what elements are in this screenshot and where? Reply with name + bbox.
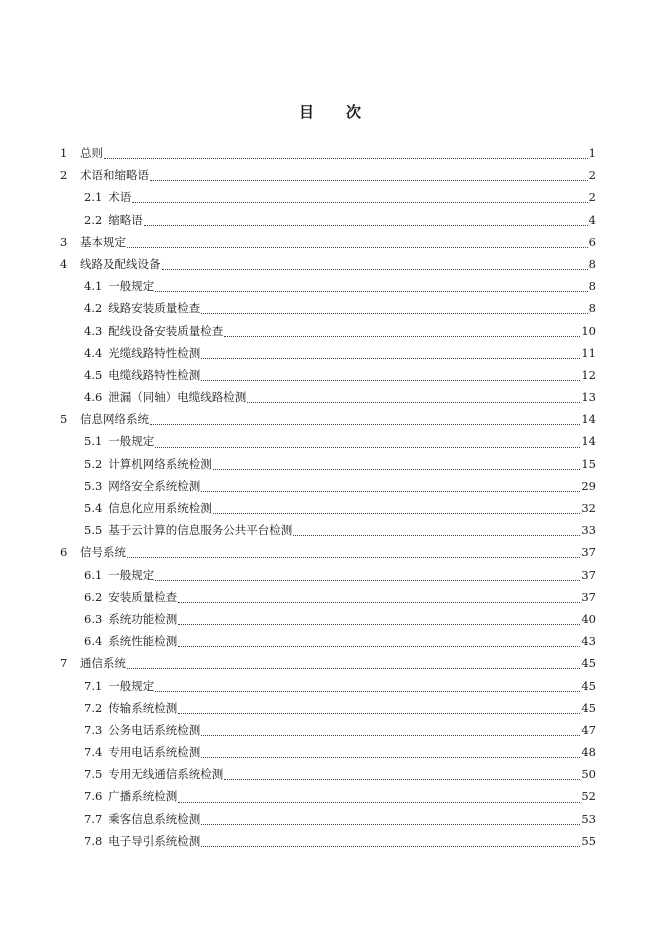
toc-entry-page-number: 15: [581, 456, 596, 471]
toc-entry-body: [84, 209, 596, 231]
toc-subentry[interactable]: [0, 186, 662, 208]
toc-entry-page-number: 12: [581, 367, 596, 382]
dot-leader: [155, 682, 580, 692]
toc-entry-number: 5: [60, 412, 68, 427]
toc-subentry[interactable]: [0, 497, 662, 519]
toc-entry-number: 6.2: [84, 589, 103, 604]
dot-leader: [132, 193, 587, 203]
toc-entry-title: 乘客信息系统检测: [108, 811, 201, 826]
toc-entry-body: [84, 186, 596, 208]
toc-entry-title: 线路及配线设备: [80, 256, 161, 271]
dot-leader: [104, 149, 588, 159]
toc-entry-body: [84, 275, 596, 297]
dot-leader: [127, 548, 580, 558]
toc-subentry[interactable]: [0, 475, 662, 497]
toc-entry-body: [84, 675, 596, 697]
toc-entry-body: [84, 763, 596, 785]
toc-entry-body: [80, 231, 596, 253]
toc-entry-number: 3: [60, 234, 68, 249]
toc-entry-number: 5.3: [84, 478, 103, 493]
toc-entry-title: 信息网络系统: [80, 412, 149, 427]
toc-entry-title: 计算机网络系统检测: [108, 456, 212, 471]
toc-entry-number: 2.1: [84, 190, 103, 205]
toc-entry-page-number: 8: [588, 279, 596, 294]
toc-entry-number: 6.1: [84, 567, 103, 582]
toc-entry-number: 7: [60, 656, 68, 671]
dot-leader: [224, 770, 580, 780]
page-title: [0, 101, 662, 122]
dot-leader: [127, 659, 580, 669]
toc-entry-body: [84, 364, 596, 386]
toc-entry-page-number: 2: [588, 168, 596, 183]
toc-entry-page-number: 55: [581, 833, 596, 848]
dot-leader: [201, 482, 580, 492]
toc-entry-body: [84, 808, 596, 830]
toc-entry-body: [84, 785, 596, 807]
toc-entry-page-number: 32: [581, 501, 596, 515]
toc-entry-title: 术语和缩略语: [80, 168, 149, 183]
toc-entry-page-number: 1: [588, 146, 596, 160]
toc-entry-number: 7.1: [84, 678, 103, 693]
toc-entry-number: 4.5: [84, 367, 103, 382]
toc-subentry[interactable]: [0, 297, 662, 319]
toc-entry-title: 网络安全系统检测: [108, 478, 201, 493]
toc-entry[interactable]: [0, 231, 662, 253]
toc-entry-title: 安装质量检查: [108, 589, 178, 604]
toc-subentry[interactable]: [0, 320, 662, 342]
dot-leader: [155, 282, 587, 292]
toc-entry-page-number: 14: [581, 412, 596, 427]
toc-entry-body: [84, 386, 596, 408]
toc-entry-page-number: 8: [588, 256, 596, 271]
toc-entry-body: [84, 830, 596, 852]
dot-leader: [155, 571, 580, 581]
toc-entry[interactable]: [0, 253, 662, 275]
toc-entry-body: [84, 320, 596, 342]
dot-leader: [162, 260, 588, 270]
dot-leader: [144, 216, 588, 226]
toc-subentry[interactable]: [0, 785, 662, 807]
toc-entry-number: 4.4: [84, 345, 103, 360]
toc-entry-number: 2: [60, 168, 68, 183]
toc-entry-page-number: 33: [581, 523, 596, 538]
dot-leader: [127, 238, 588, 248]
toc-entry-number: 5.1: [84, 434, 103, 449]
toc-entry-title: 一般规定: [108, 567, 155, 582]
toc-entry-title: 基本规定: [80, 234, 126, 249]
toc-subentry[interactable]: [0, 719, 662, 741]
toc-entry-title: 一般规定: [108, 678, 155, 693]
toc-entry-number: 7.4: [84, 745, 103, 760]
toc-subentry[interactable]: [0, 386, 662, 408]
toc-entry-number: 5.4: [84, 501, 103, 515]
toc-entry-body: [84, 497, 596, 519]
toc-entry-number: 6: [60, 545, 68, 560]
dot-leader: [150, 171, 588, 181]
toc-entry-body: [84, 608, 596, 630]
toc-subentry[interactable]: [0, 275, 662, 297]
toc-entry-page-number: 11: [581, 345, 596, 360]
toc-subentry[interactable]: [0, 630, 662, 652]
toc-entry-body: [84, 586, 596, 608]
dot-leader: [213, 504, 581, 514]
toc-entry-body: [84, 342, 596, 364]
toc-entry-number: 1: [60, 146, 68, 160]
toc-entry-body: [84, 453, 596, 475]
dot-leader: [201, 815, 580, 825]
toc-entry-title: 一般规定: [108, 434, 155, 449]
dot-leader: [201, 304, 587, 314]
toc-entry[interactable]: [0, 164, 662, 186]
dot-leader: [201, 726, 580, 736]
toc-subentry[interactable]: [0, 586, 662, 608]
toc-entry-title: 基于云计算的信息服务公共平台检测: [108, 523, 293, 538]
toc-entry-number: 7.8: [84, 833, 103, 848]
toc-entry-page-number: 37: [581, 567, 596, 582]
page-title-right: 次: [346, 103, 364, 121]
toc-entry-page-number: 2: [588, 190, 596, 205]
toc-entry-page-number: 37: [581, 589, 596, 604]
toc-entry-number: 7.2: [84, 700, 103, 715]
dot-leader: [247, 393, 580, 403]
toc-entry[interactable]: [0, 408, 662, 430]
toc-entry-body: [84, 697, 596, 719]
dot-leader: [178, 704, 580, 714]
toc-entry-page-number: 40: [581, 611, 596, 626]
toc-entry-title: 一般规定: [108, 279, 155, 294]
toc-entry-number: 7.7: [84, 811, 103, 826]
dot-leader: [201, 837, 580, 847]
toc-entry-page-number: 53: [581, 811, 596, 826]
dot-leader: [293, 526, 580, 536]
toc-entry-body: [80, 541, 596, 563]
toc-subentry[interactable]: [0, 741, 662, 763]
toc-entry-title: 广播系统检测: [108, 789, 178, 804]
toc-entry-body: [84, 430, 596, 452]
toc-entry-page-number: 47: [581, 722, 596, 737]
toc-entry-title: 系统功能检测: [108, 611, 178, 626]
toc-entry[interactable]: [0, 652, 662, 674]
toc-entry-title: 信号系统: [80, 545, 126, 560]
toc-entry-page-number: 4: [588, 212, 596, 227]
toc-subentry[interactable]: [0, 364, 662, 386]
dot-leader: [155, 438, 580, 448]
toc-subentry[interactable]: [0, 675, 662, 697]
toc-entry-title: 传输系统检测: [108, 700, 178, 715]
toc-entry-body: [84, 475, 596, 497]
toc-entry-page-number: 8: [588, 301, 596, 316]
toc-entry-title: 配线设备安装质量检查: [108, 323, 224, 338]
toc-entry-page-number: 52: [581, 789, 596, 804]
toc-entry-title: 总则: [80, 146, 103, 160]
toc-entry-body: [84, 519, 596, 541]
toc-entry-page-number: 6: [588, 234, 596, 249]
toc-entry-title: 线路安装质量检查: [108, 301, 201, 316]
toc-entry-title: 信息化应用系统检测: [108, 501, 212, 515]
dot-leader: [178, 615, 580, 625]
toc-subentry[interactable]: [0, 453, 662, 475]
toc-subentry[interactable]: [0, 830, 662, 852]
dot-leader: [213, 460, 581, 470]
dot-leader: [224, 327, 580, 337]
toc-entry-body: [84, 719, 596, 741]
toc-subentry[interactable]: [0, 342, 662, 364]
toc-subentry[interactable]: [0, 763, 662, 785]
toc-entry-number: 4.1: [84, 279, 103, 294]
toc-entry-body: [84, 564, 596, 586]
toc-entry-body: [80, 652, 596, 674]
toc-entry-title: 泄漏（同轴）电缆线路检测: [108, 390, 247, 405]
toc-entry-title: 公务电话系统检测: [108, 722, 201, 737]
toc-entry-number: 5.5: [84, 523, 103, 538]
toc-entry-body: [80, 408, 596, 430]
toc-entry-page-number: 37: [581, 545, 596, 560]
toc-entry-title: 光缆线路特性检测: [108, 345, 201, 360]
toc-entry-body: [84, 630, 596, 652]
toc-entry-page-number: 13: [581, 390, 596, 405]
toc-entry-title: 术语: [108, 190, 132, 205]
toc-entry-title: 专用电话系统检测: [108, 745, 201, 760]
toc-subentry[interactable]: [0, 430, 662, 452]
dot-leader: [201, 349, 580, 359]
toc-entry[interactable]: [0, 541, 662, 563]
toc-entry-body: [80, 164, 596, 186]
dot-leader: [178, 637, 580, 647]
toc-subentry[interactable]: [0, 808, 662, 830]
toc-entry-page-number: 43: [581, 634, 596, 649]
toc-entry-title: 电子导引系统检测: [108, 833, 201, 848]
toc-entry-number: 4.3: [84, 323, 103, 338]
toc-entry-page-number: 50: [581, 767, 596, 782]
toc-entry-page-number: 45: [581, 700, 596, 715]
toc-entry-title: 电缆线路特性检测: [108, 367, 201, 382]
toc-entry-page-number: 14: [581, 434, 596, 449]
toc-entry-body: [84, 297, 596, 319]
toc-entry-body: [84, 741, 596, 763]
toc-entry-page-number: 48: [581, 745, 596, 760]
toc-entry-number: 4.2: [84, 301, 103, 316]
toc-entry-page-number: 10: [581, 323, 596, 338]
toc-entry-title: 系统性能检测: [108, 634, 178, 649]
toc-entry-number: 7.5: [84, 767, 103, 782]
page-title-left: 目: [298, 103, 316, 121]
dot-leader: [150, 415, 580, 425]
toc-entry-number: 4.6: [84, 390, 103, 405]
toc-subentry[interactable]: [0, 608, 662, 630]
toc-entry-number: 7.6: [84, 789, 103, 804]
toc-entry-title: 缩略语: [108, 212, 143, 227]
toc-entry-number: 5.2: [84, 456, 103, 471]
toc-subentry[interactable]: [0, 697, 662, 719]
toc-entry-number: 4: [60, 256, 68, 271]
toc-entry-page-number: 29: [581, 478, 596, 493]
toc-entry-page-number: 45: [581, 656, 596, 671]
dot-leader: [201, 371, 580, 381]
toc-entry-body: [80, 253, 596, 275]
toc-entry-number: 7.3: [84, 722, 103, 737]
toc-entry-page-number: 45: [581, 678, 596, 693]
toc-entry-number: 6.4: [84, 634, 103, 649]
dot-leader: [178, 793, 580, 803]
toc-entry-number: 2.2: [84, 212, 103, 227]
toc-list: [0, 142, 662, 852]
toc-entry-title: 专用无线通信系统检测: [108, 767, 224, 782]
toc-subentry[interactable]: [0, 519, 662, 541]
toc-entry-body: [80, 142, 596, 164]
toc-subentry[interactable]: [0, 209, 662, 231]
toc-entry-title: 通信系统: [80, 656, 126, 671]
dot-leader: [178, 593, 580, 603]
toc-subentry[interactable]: [0, 564, 662, 586]
toc-entry-number: 6.3: [84, 611, 103, 626]
toc-entry[interactable]: [0, 142, 662, 164]
dot-leader: [201, 748, 580, 758]
